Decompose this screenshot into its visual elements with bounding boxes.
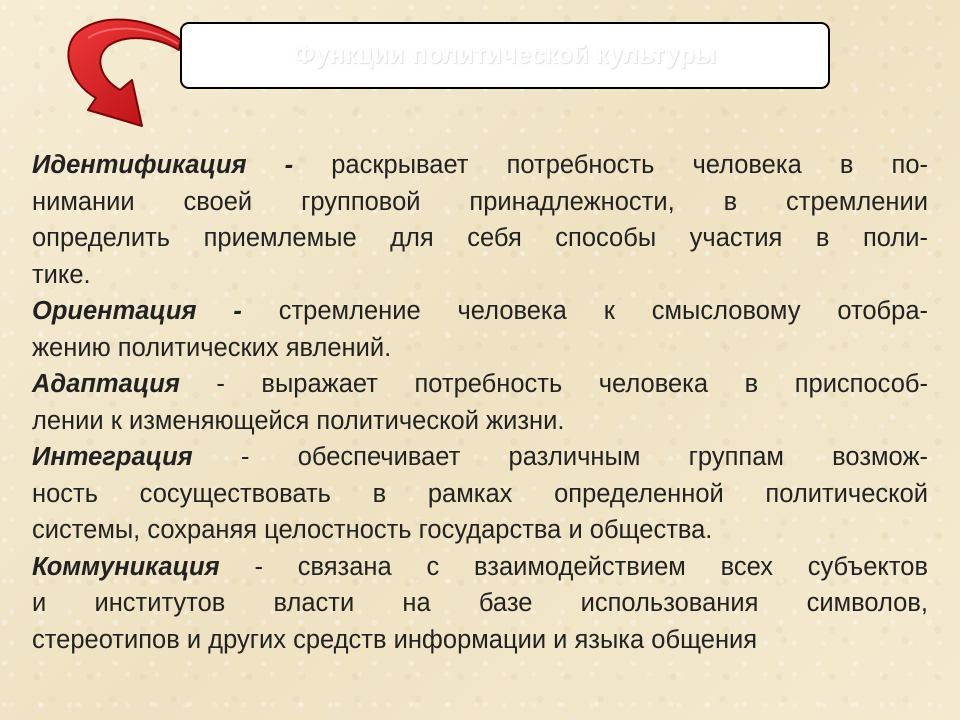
definition-line: ность сосуществовать в рамках определенной политической: [32, 479, 928, 508]
definition-line: - обеспечивает различным группам возмож-: [192, 443, 928, 471]
term-identification: Идентификация -: [32, 151, 294, 179]
term-orientation: Ориентация -: [32, 297, 242, 325]
definition-line: стремление человека к смысловому отобра-: [241, 297, 929, 325]
curved-arrow-icon: [50, 10, 200, 135]
list-item-adaptation: [32, 366, 928, 439]
definition-line: определить приемлемые для себя способы участия в поли-: [32, 224, 928, 252]
definition-line: системы, сохраняя целостность государства и общества.: [32, 516, 713, 544]
definition-line: - связана с взаимодействием всех субъектов: [219, 552, 928, 581]
definition-line: жению политических явлений.: [32, 333, 392, 362]
definition-line: и институтов власти на базе использования символов,: [32, 589, 928, 617]
list-item-communication: [32, 549, 928, 659]
functions-list: [32, 147, 928, 658]
term-integration: Интеграция: [32, 443, 193, 471]
definition-line: лении к изменяющейся политической жизни.: [32, 406, 565, 435]
term-adaptation: Адаптация: [32, 370, 180, 398]
list-item-orientation: [32, 293, 928, 366]
definition-line: нимании своей групповой принадлежности, в стремлении: [32, 187, 928, 216]
title-box: [180, 22, 830, 89]
definition-line: раскрывает потребность человека в по-: [293, 151, 928, 179]
page-title: Функции политической культуры: [293, 41, 717, 69]
definition-line: - выражает потребность человека в приспособ-: [179, 370, 928, 398]
definition-line: стереотипов и других средств информации и языка общения: [32, 625, 758, 654]
definition-line: тике.: [32, 260, 91, 289]
list-item-integration: [32, 439, 928, 549]
list-item-identification: [32, 147, 928, 293]
term-communication: Коммуникация: [32, 552, 220, 581]
